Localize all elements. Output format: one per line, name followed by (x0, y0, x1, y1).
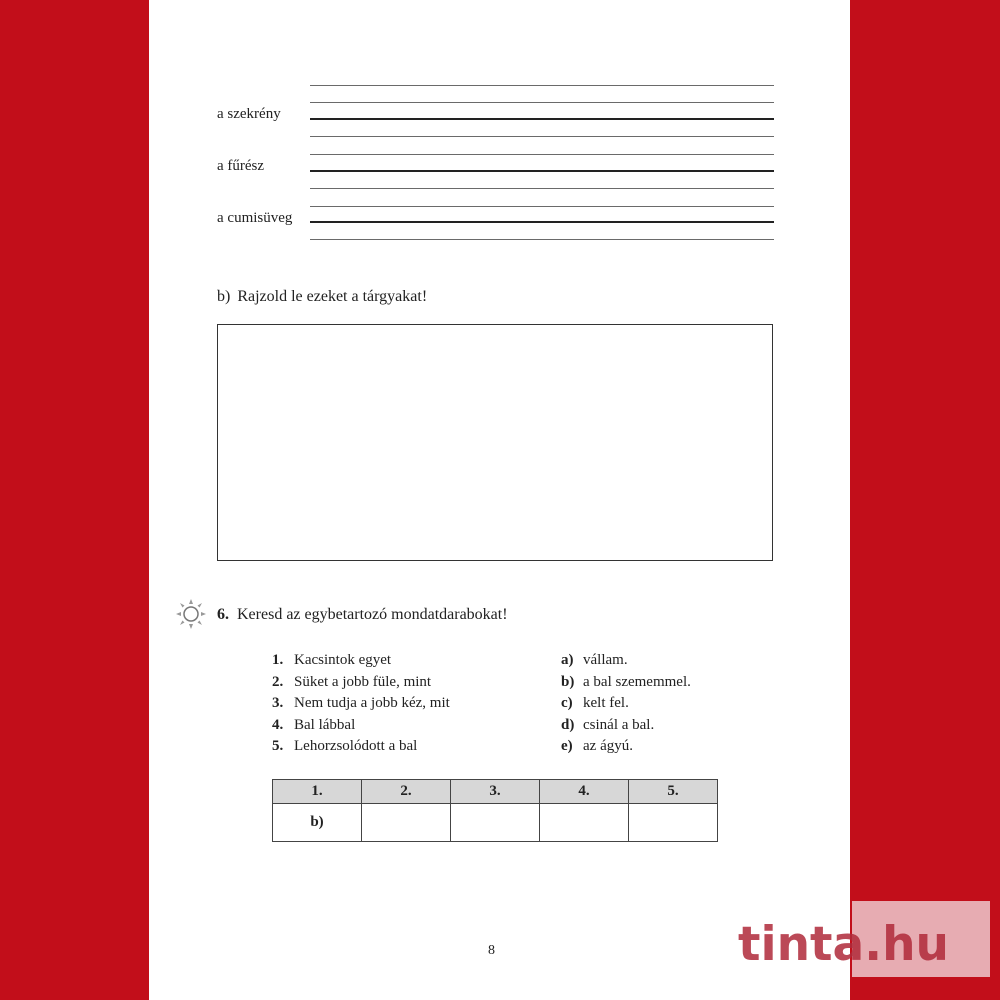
list-item (561, 672, 691, 694)
task-6-heading (217, 606, 508, 624)
writing-line (310, 102, 774, 103)
list-item (561, 650, 691, 672)
answer-cell[interactable]: b) (273, 804, 362, 842)
writing-line (310, 239, 774, 240)
item-letter: a) (561, 652, 574, 668)
writing-line (310, 188, 774, 189)
item-letter: c) (561, 695, 573, 711)
writing-line (310, 85, 774, 86)
answer-table-header (273, 780, 718, 804)
task-6-title: Keresd az egybetartozó mondatdarabokat! (237, 606, 508, 623)
list-item (272, 715, 450, 737)
answer-cell[interactable] (540, 804, 629, 842)
object-label-furesz: a fűrész (217, 158, 265, 174)
writing-line (310, 154, 774, 155)
object-label-szekreny: a szekrény (217, 106, 281, 122)
object-label-cumisuveg: a cumisüveg (217, 210, 293, 226)
writing-baseline (310, 170, 774, 172)
sentence-start-list (272, 650, 450, 758)
item-text: Kacsintok egyet (294, 652, 392, 668)
answer-cell[interactable] (629, 804, 718, 842)
table-header-cell: 5. (629, 780, 718, 804)
question-b-letter: b) (217, 288, 231, 305)
item-text: csinál a bal. (583, 716, 655, 733)
answer-cell[interactable] (362, 804, 451, 842)
table-header-cell: 2. (362, 780, 451, 804)
list-item (561, 736, 691, 758)
table-header-cell: 1. (273, 780, 362, 804)
drawing-box[interactable] (217, 324, 773, 561)
question-b (217, 288, 427, 306)
sun-icon (175, 598, 207, 630)
table-header-cell: 4. (540, 780, 629, 804)
item-text: az ágyú. (583, 738, 633, 754)
item-text: Bal lábbal (294, 716, 356, 733)
item-number: 2. (272, 673, 284, 690)
item-letter: b) (561, 673, 575, 690)
item-text: a bal szememmel. (583, 673, 691, 690)
answer-table (272, 779, 718, 842)
item-text: Lehorzsolódott a bal (294, 738, 418, 754)
item-letter: d) (561, 716, 575, 733)
item-number: 1. (272, 652, 284, 668)
list-item (272, 650, 450, 672)
writing-baseline (310, 118, 774, 120)
list-item (272, 693, 450, 715)
writing-line (310, 136, 774, 137)
item-number: 5. (272, 738, 284, 754)
item-text: Süket a jobb füle, mint (294, 673, 432, 690)
list-item (561, 715, 691, 737)
item-letter: e) (561, 738, 573, 754)
list-item (272, 672, 450, 694)
table-header-cell: 3. (451, 780, 540, 804)
page-number: 8 (488, 943, 495, 958)
writing-line (310, 206, 774, 207)
item-text: kelt fel. (583, 695, 629, 711)
writing-baseline (310, 221, 774, 223)
item-text: Nem tudja a jobb kéz, mit (294, 695, 450, 711)
answer-table-row (273, 804, 718, 842)
task-6-number: 6. (217, 606, 229, 623)
item-number: 4. (272, 716, 284, 733)
item-text: vállam. (583, 652, 628, 668)
watermark-logo: tinta.hu (738, 917, 949, 972)
item-number: 3. (272, 695, 284, 711)
answer-cell[interactable] (451, 804, 540, 842)
list-item (272, 736, 450, 758)
question-b-text: Rajzold le ezeket a tárgyakat! (237, 288, 428, 305)
sentence-end-list (561, 650, 691, 758)
list-item (561, 693, 691, 715)
